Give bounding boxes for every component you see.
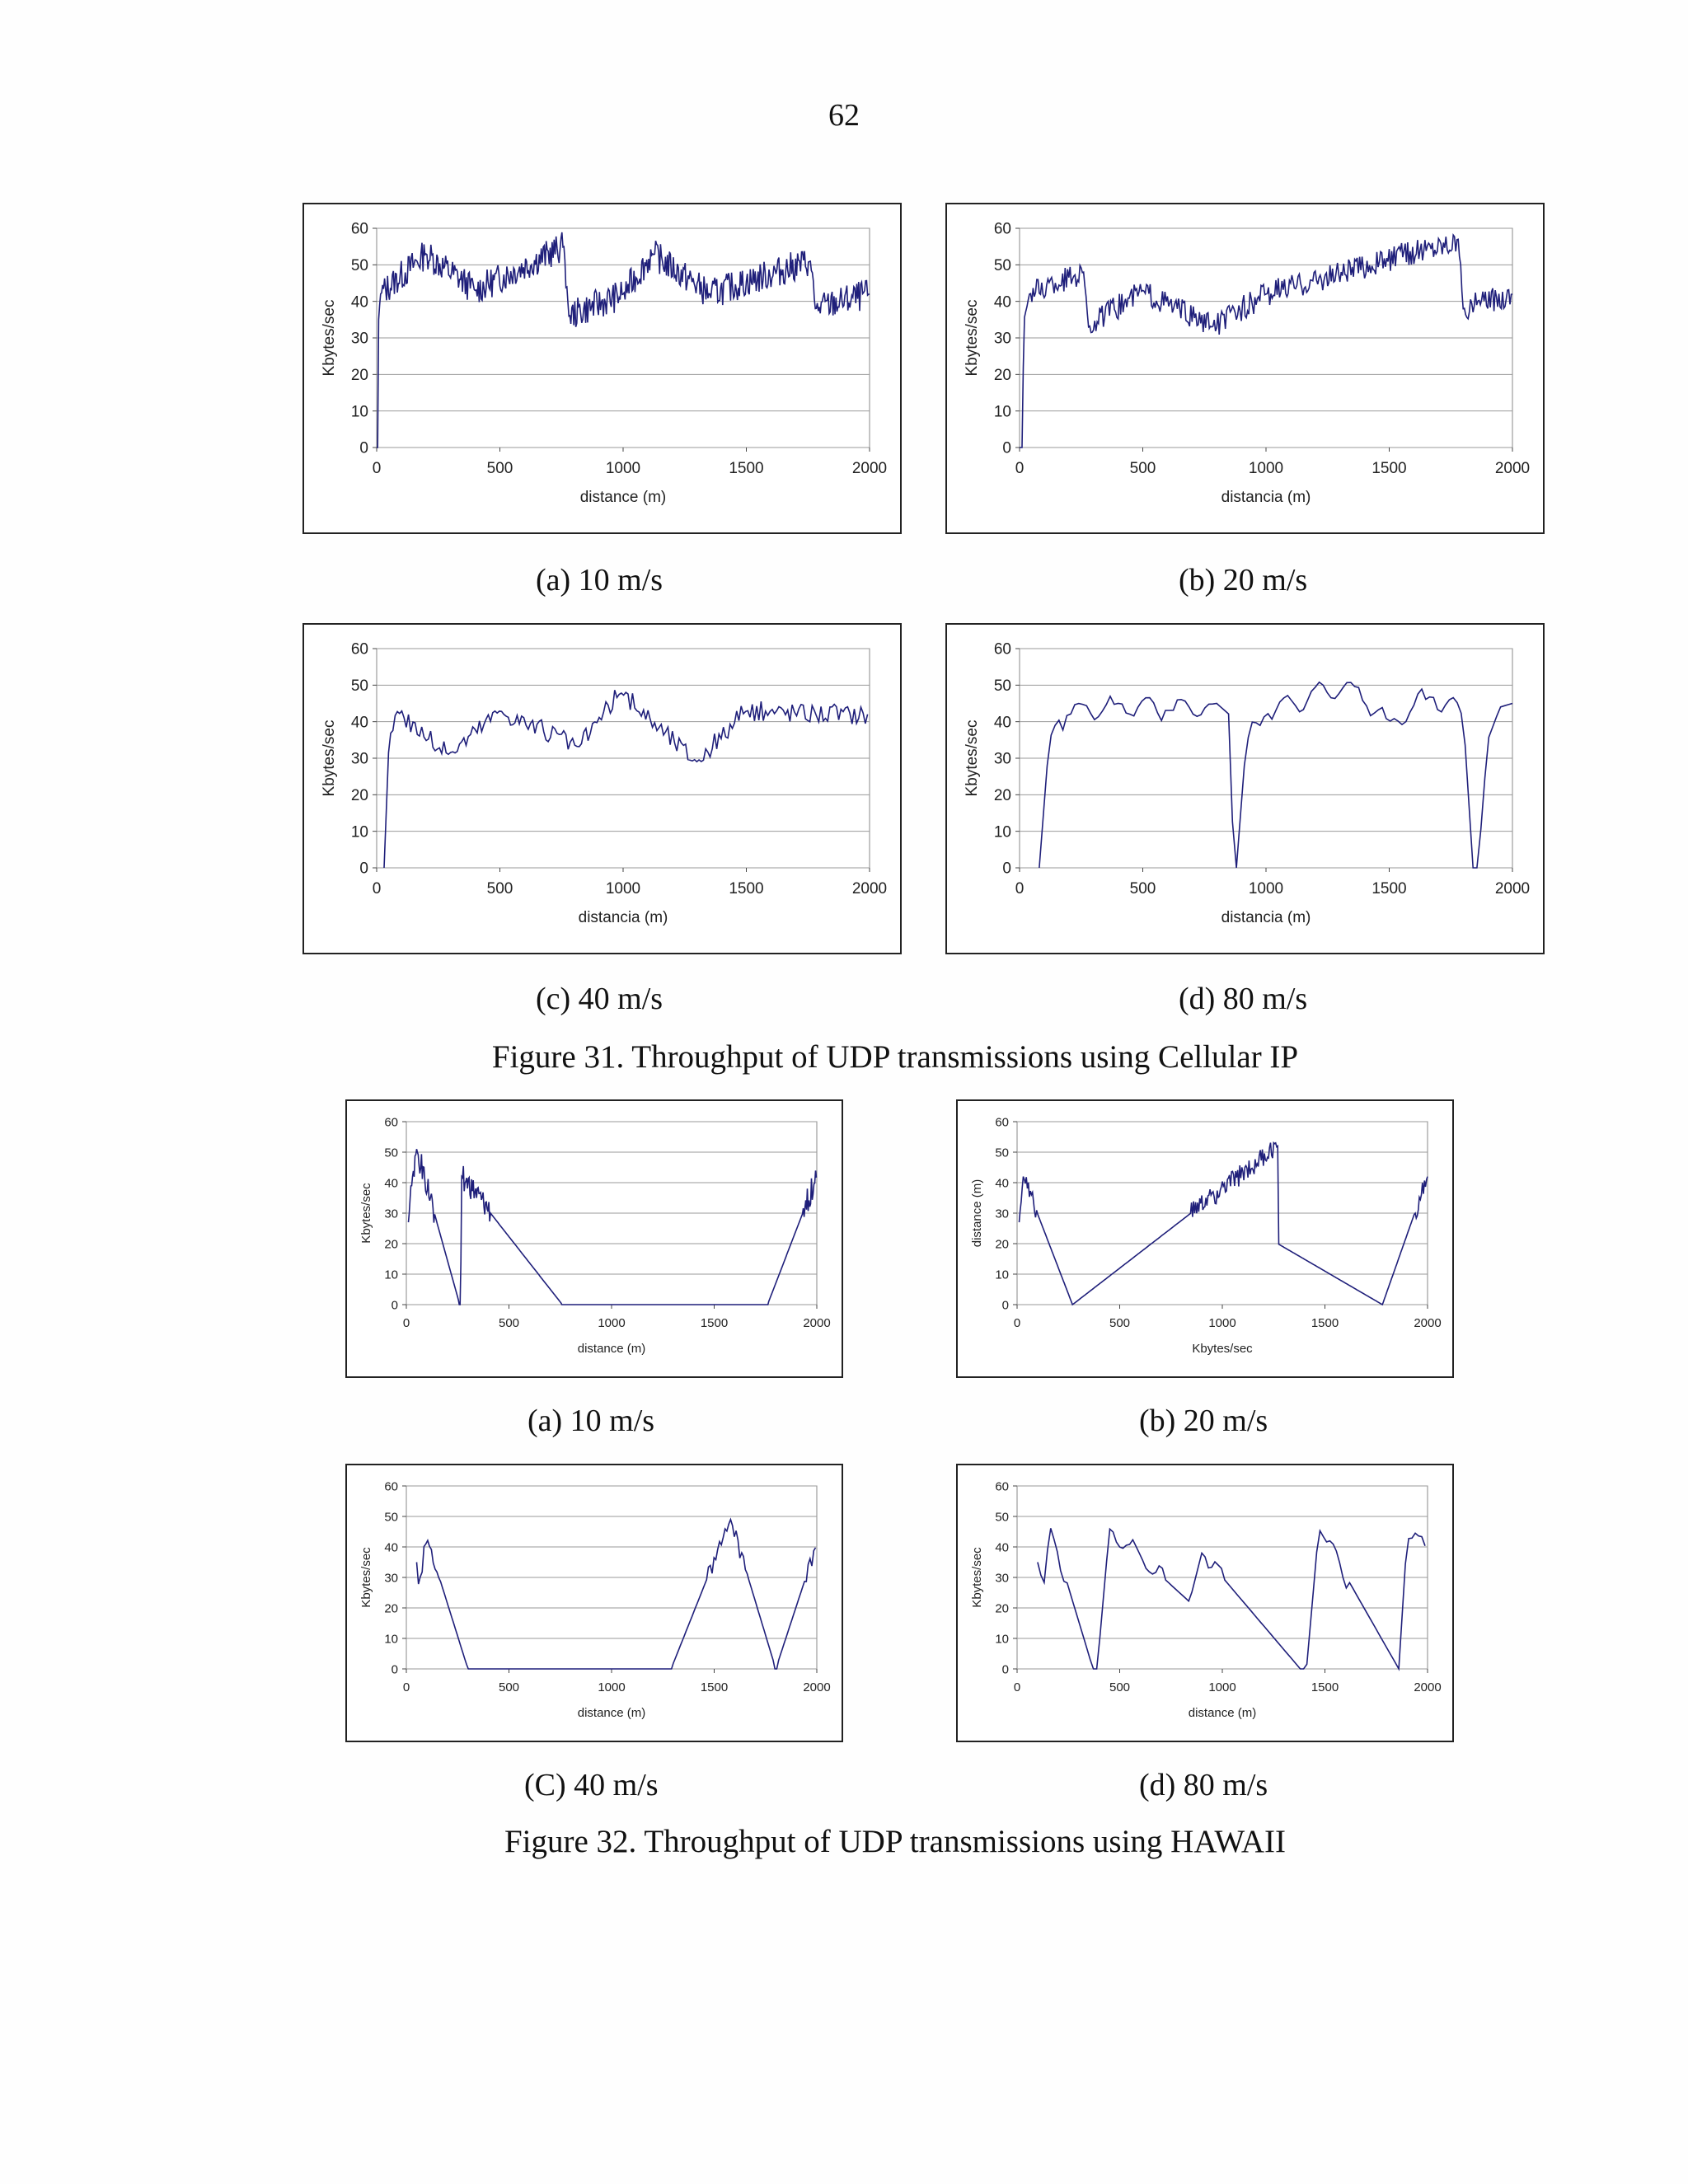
x-tick-label: 500 [1109,1680,1131,1694]
subcaption-31c: (c) 40 m/s [536,982,663,1016]
y-tick-label: 30 [995,1571,1009,1586]
x-axis-label: distance (m) [1188,1706,1257,1720]
chart-svg [347,1465,842,1741]
y-tick-label: 50 [384,1510,398,1525]
x-tick-label: 2000 [851,880,888,898]
y-tick-label: 50 [384,1146,398,1160]
y-tick-label: 10 [350,403,368,421]
y-tick-label: 40 [384,1176,398,1191]
x-tick-label: 1500 [700,1680,729,1694]
y-tick-label: 10 [995,1268,1009,1282]
x-axis-label: distancia (m) [1221,489,1311,506]
y-tick-label: 10 [350,823,368,841]
y-tick-label: 40 [384,1540,398,1555]
y-tick-label: 0 [1002,860,1011,878]
x-tick-label: 2000 [851,460,888,477]
y-tick-label: 0 [1002,439,1011,457]
chart-svg [304,204,900,532]
chart-svg [947,625,1543,953]
x-axis-label: distance (m) [579,489,667,506]
y-tick-label: 0 [1001,1298,1009,1313]
y-tick-label: 40 [350,293,368,312]
y-tick-label: 20 [350,366,368,384]
y-tick-label: 50 [993,256,1011,274]
x-tick-label: 1500 [1311,1680,1339,1694]
x-tick-label: 1500 [1372,880,1407,898]
subcaption-31a: (a) 10 m/s [536,563,663,598]
y-tick-label: 30 [995,1207,1009,1221]
subcaption-31d: (d) 80 m/s [1179,982,1308,1016]
x-tick-label: 1500 [729,460,764,477]
y-tick-label: 0 [1001,1662,1009,1677]
x-tick-label: 1500 [700,1316,729,1330]
x-tick-label: 0 [1015,460,1025,477]
y-tick-label: 20 [350,786,368,804]
y-axis-label: distance (m) [970,1179,984,1248]
y-tick-label: 60 [995,1115,1009,1130]
y-tick-label: 20 [993,366,1011,384]
y-tick-label: 30 [350,750,368,768]
y-axis-label: Kbytes/sec [359,1547,373,1608]
figure-31-caption: Figure 31. Throughput of UDP transmissions using Cellular IP [491,1039,1299,1075]
y-tick-label: 0 [359,860,368,878]
x-tick-label: 1000 [1208,1680,1236,1694]
y-tick-label: 50 [350,256,368,274]
y-tick-label: 20 [384,1237,398,1252]
y-tick-label: 10 [995,1632,1009,1647]
y-tick-label: 60 [350,640,368,658]
x-tick-label: 500 [1109,1316,1131,1330]
x-axis-label: distancia (m) [1221,909,1311,926]
y-tick-label: 50 [995,1510,1009,1525]
y-tick-label: 50 [995,1146,1009,1160]
y-tick-label: 30 [993,330,1011,348]
x-tick-label: 1000 [1248,880,1284,898]
x-tick-label: 0 [1013,1680,1021,1694]
chart-svg [304,625,900,953]
subcaption-32d: (d) 80 m/s [1139,1768,1268,1802]
chart-svg [958,1465,1452,1741]
y-tick-label: 30 [384,1571,398,1586]
y-axis-label: Kbytes/sec [321,299,338,377]
x-tick-label: 1000 [605,460,641,477]
x-tick-label: 500 [498,1680,520,1694]
y-tick-label: 30 [350,330,368,348]
y-tick-label: 30 [993,750,1011,768]
x-tick-label: 2000 [1494,880,1531,898]
x-tick-label: 0 [402,1680,410,1694]
x-tick-label: 500 [486,880,513,898]
chart-31b [945,203,1545,534]
y-tick-label: 10 [993,403,1011,421]
x-tick-label: 2000 [803,1316,831,1330]
x-tick-label: 0 [1013,1316,1021,1330]
chart-31a [302,203,902,534]
y-axis-label: Kbytes/sec [964,299,981,377]
chart-32b [956,1099,1454,1378]
x-tick-label: 2000 [803,1680,831,1694]
y-axis-label: Kbytes/sec [970,1547,984,1608]
figure-32-caption: Figure 32. Throughput of UDP transmissions using HAWAII [504,1824,1287,1859]
y-tick-label: 40 [995,1540,1009,1555]
y-tick-label: 0 [391,1298,398,1313]
x-axis-label: Kbytes/sec [1192,1342,1253,1356]
page-number: 62 [828,98,860,133]
y-tick-label: 20 [995,1601,1009,1616]
x-axis-label: distancia (m) [578,909,668,926]
x-tick-label: 1000 [1208,1316,1236,1330]
y-tick-label: 40 [350,714,368,732]
chart-31d [945,623,1545,954]
x-tick-label: 1500 [1311,1316,1339,1330]
subcaption-32a: (a) 10 m/s [528,1404,655,1438]
y-tick-label: 40 [995,1176,1009,1191]
y-tick-label: 50 [993,677,1011,695]
x-tick-label: 0 [402,1316,410,1330]
y-tick-label: 60 [993,640,1011,658]
x-tick-label: 0 [372,460,382,477]
x-tick-label: 0 [1015,880,1025,898]
chart-32a [345,1099,843,1378]
y-tick-label: 60 [384,1115,398,1130]
x-tick-label: 2000 [1414,1680,1442,1694]
chart-svg [947,204,1543,532]
chart-31c [302,623,902,954]
chart-32d [956,1464,1454,1742]
y-tick-label: 20 [993,786,1011,804]
y-tick-label: 10 [384,1632,398,1647]
x-tick-label: 1500 [1372,460,1407,477]
y-tick-label: 60 [384,1479,398,1494]
y-tick-label: 10 [384,1268,398,1282]
x-tick-label: 1000 [1248,460,1284,477]
x-axis-label: distance (m) [577,1342,646,1356]
y-tick-label: 20 [384,1601,398,1616]
x-tick-label: 2000 [1414,1316,1442,1330]
y-axis-label: Kbytes/sec [359,1183,373,1244]
chart-svg [347,1101,842,1376]
chart-svg [958,1101,1452,1376]
subcaption-32b: (b) 20 m/s [1139,1404,1268,1438]
y-tick-label: 0 [391,1662,398,1677]
y-axis-label: Kbytes/sec [321,719,338,797]
chart-32c [345,1464,843,1742]
y-tick-label: 10 [993,823,1011,841]
y-tick-label: 20 [995,1237,1009,1252]
x-tick-label: 500 [1129,460,1156,477]
y-tick-label: 60 [993,220,1011,238]
y-axis-label: Kbytes/sec [964,719,981,797]
x-tick-label: 2000 [1494,460,1531,477]
y-tick-label: 40 [993,293,1011,312]
y-tick-label: 40 [993,714,1011,732]
x-tick-label: 0 [372,880,382,898]
y-tick-label: 50 [350,677,368,695]
x-axis-label: distance (m) [577,1706,646,1720]
subcaption-31b: (b) 20 m/s [1179,563,1308,598]
x-tick-label: 500 [498,1316,520,1330]
x-tick-label: 1000 [605,880,641,898]
x-tick-label: 500 [1129,880,1156,898]
y-tick-label: 0 [359,439,368,457]
y-tick-label: 30 [384,1207,398,1221]
x-tick-label: 1000 [598,1316,626,1330]
x-tick-label: 1500 [729,880,764,898]
y-tick-label: 60 [350,220,368,238]
y-tick-label: 60 [995,1479,1009,1494]
x-tick-label: 500 [486,460,513,477]
subcaption-32c: (C) 40 m/s [524,1768,659,1802]
x-tick-label: 1000 [598,1680,626,1694]
